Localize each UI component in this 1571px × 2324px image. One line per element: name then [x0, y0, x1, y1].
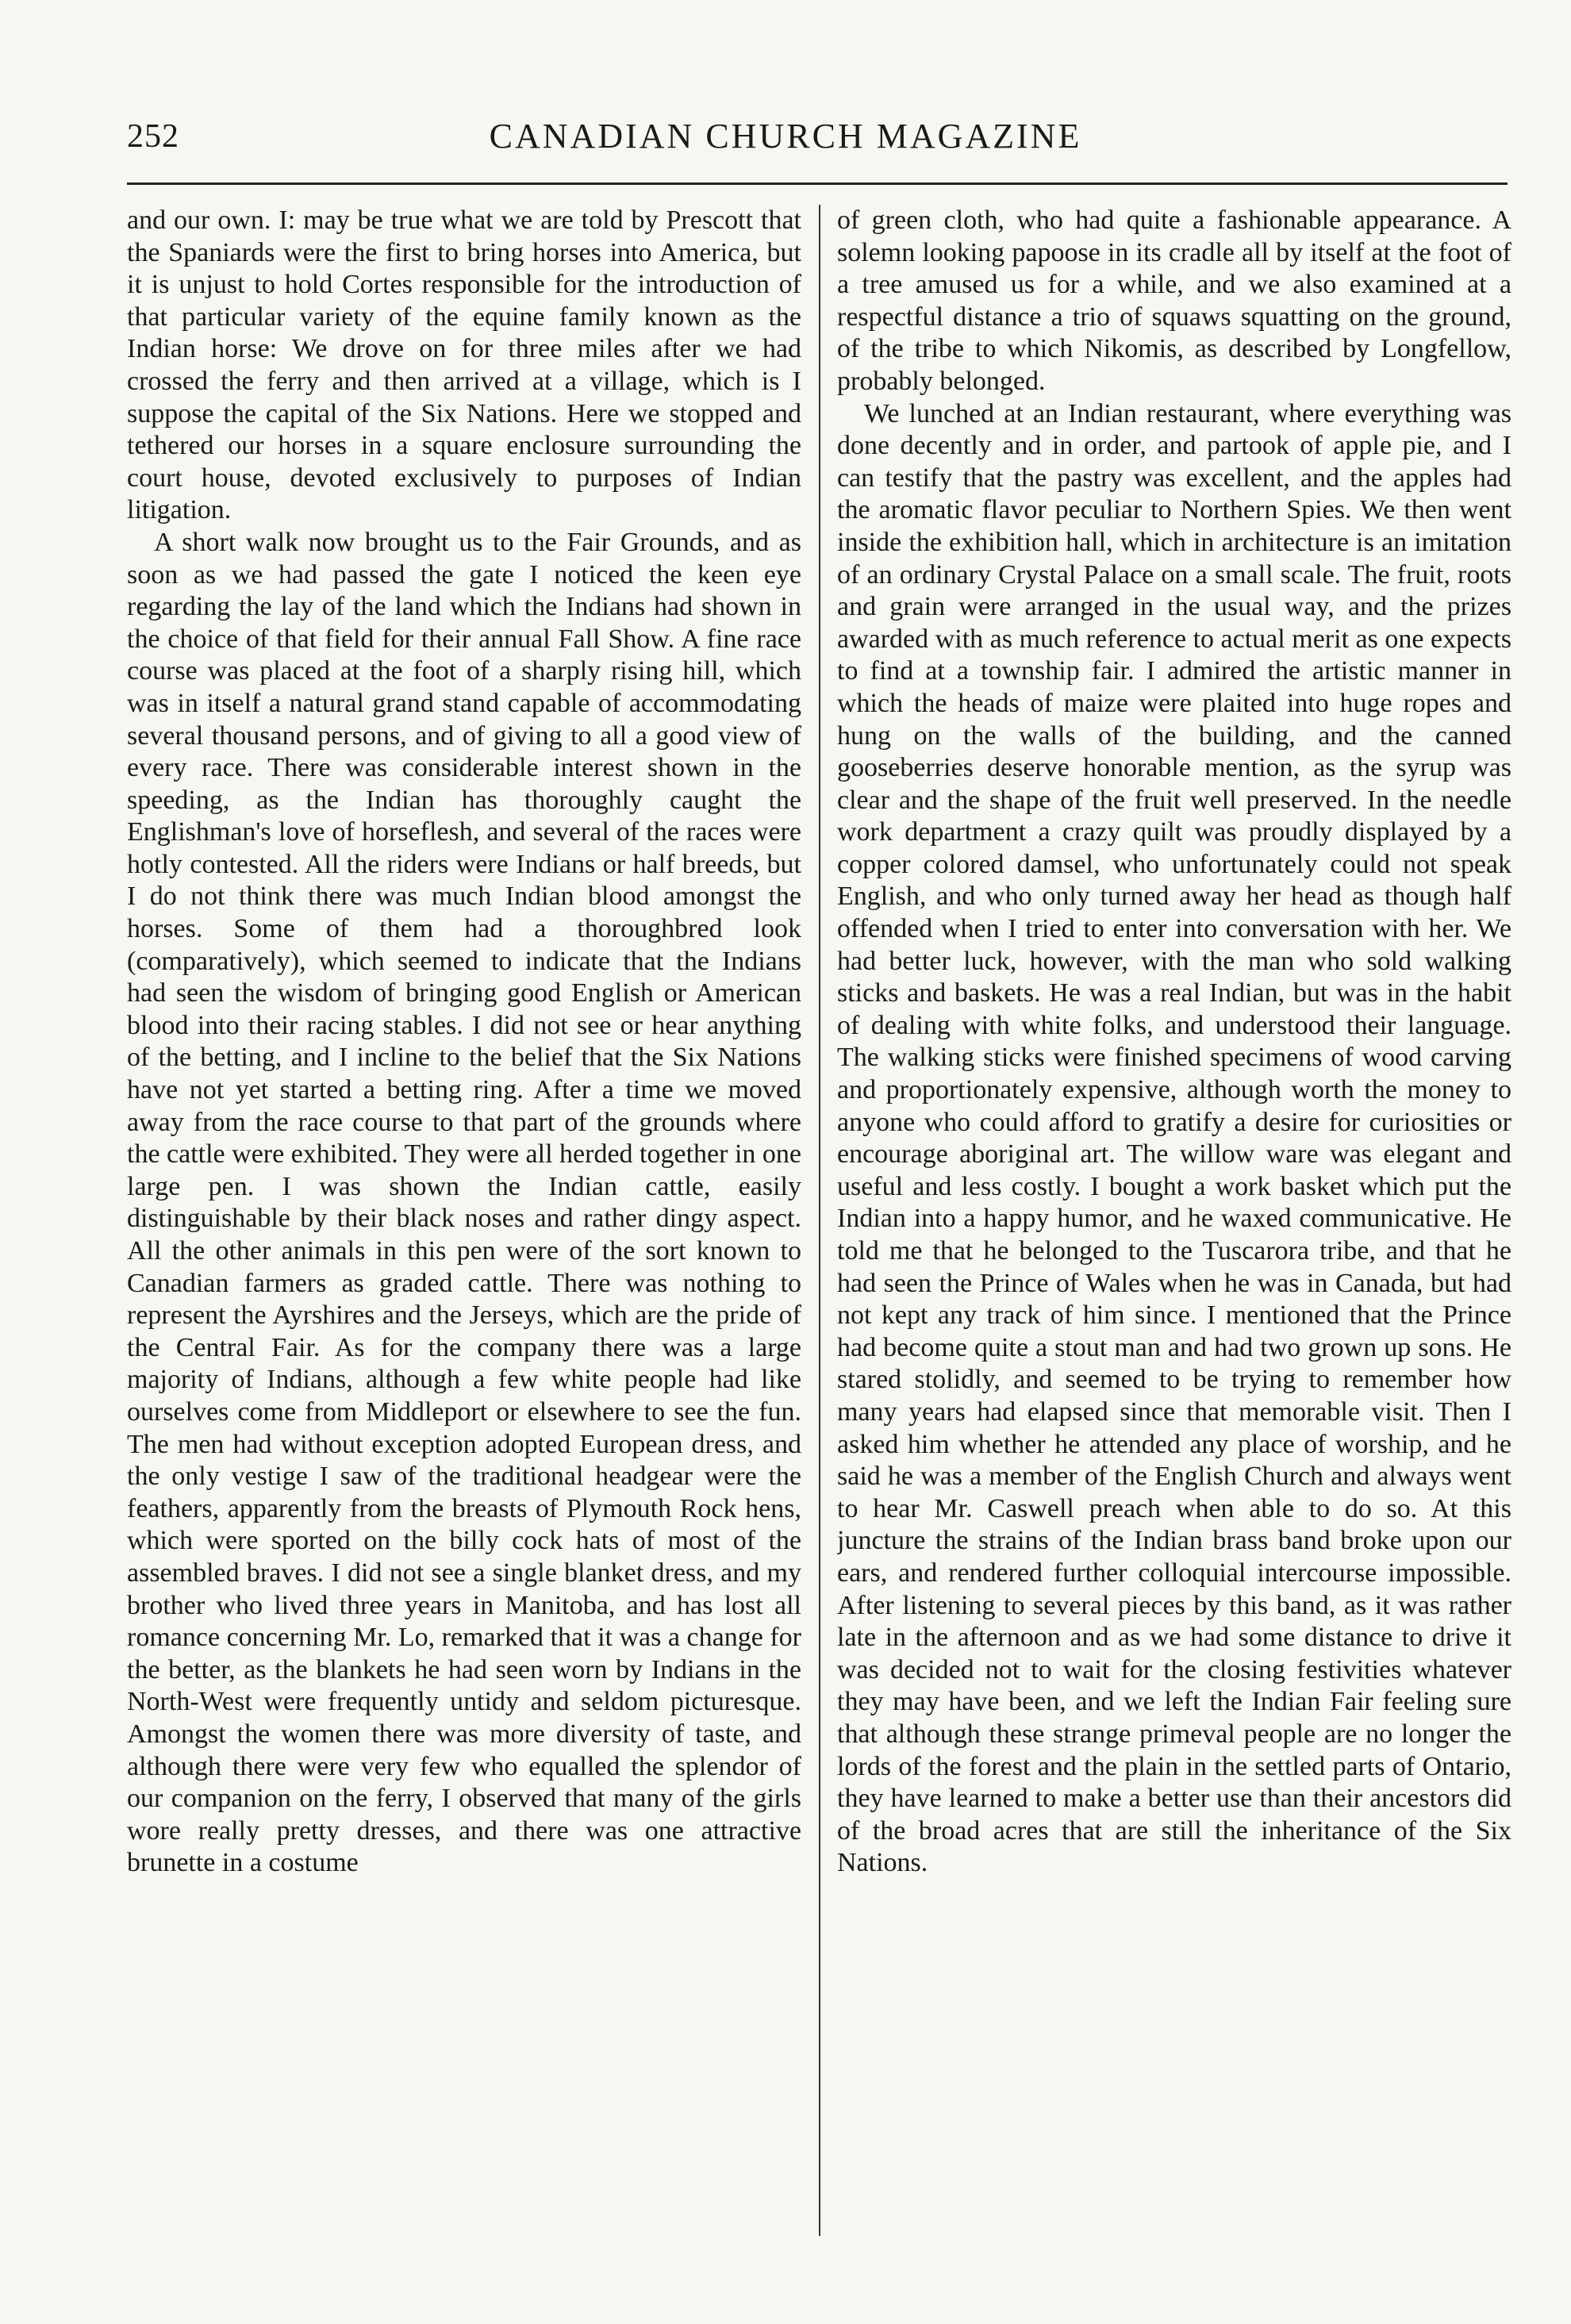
paragraph: and our own. I: may be true what we are told by Prescott that the Spaniards were the first to bring horses into America, but it is unjust to hold Cortes responsible for the introduction of that particular variety of the equine family known as the Indian horse: We drove on for three miles after we had crossed the ferry and then arrived at a village, which is I suppose the capital of the Six Nations. Here we stopped and tethered our horses in a square enclosure surrounding the court house, devoted exclusively to purposes of Indian litigation.: [127, 206, 801, 525]
header-rule: [127, 182, 1508, 185]
right-column: [837, 205, 1511, 2236]
left-column: [127, 205, 801, 2236]
column-divider: [819, 205, 820, 2236]
paragraph: A short walk now brought us to the Fair Grounds, and as soon as we had passed the gate I noticed the keen eye regarding the lay of the land which the Indians had shown in the choice of that field for their annual Fall Show. A fine race course was placed at the foot of a sharply rising hill, which was in itself a natural grand stand capable of accommodating several thousand persons, and of giving to all a good view of every race. There was considerable interest shown in the speeding, as the Indian has thoroughly caught the Englishman's love of horseflesh, and several of the races were hotly contested. All the riders were Indians or half breeds, but I do not think there was much Indian blood amongst the horses. Some of them had a thoroughbred look (comparatively), which seemed to indicate that the Indians had seen the wisdom of bringing good English or American blood into their racing stables. I did not see or hear anything of the betting, and I incline to the belief that the Six Nations have not yet started a betting ring. After a time we moved away from the race course to that part of the grounds where the cattle were exhibited. They were all herded together in one large pen. I was shown the Indian cattle, easily distinguishable by their black noses and rather dingy aspect. All the other animals in this pen were of the sort known to Canadian farmers as graded cattle. There was nothing to represent the Ayrshires and the Jerseys, which are the pride of the Central Fair. As for the company there was a large majority of Indians, although a few white people had like ourselves come from Middleport or elsewhere to see the fun. The men had without exception adopted European dress, and the only vestige I saw of the traditional headgear were the feathers, apparently from the breasts of Plymouth Rock hens, which were sported on the billy cock hats of most of the assembled braves. I did not see a single blanket dress, and my brother who lived three years in Manitoba, and has lost all romance concerning Mr. Lo, remarked that it was a change for the better, as the blankets he had seen worn by Indians in the North-West were frequently untidy and seldom picturesque. Amongst the women there was more diversity of taste, and although there were very few who equalled the splendor of our companion on the ferry, I observed that many of the girls wore really pretty dresses, and there was one attractive brunette in a costume: [127, 527, 801, 1878]
page-number: 252: [127, 118, 179, 155]
paragraph: We lunched at an Indian restaurant, where everything was done decently and in order, and partook of apple pie, and I can testify that the pastry was excellent, and the apples had the aromatic flavor peculiar to Northern Spies. We then went inside the exhibition hall, which in architecture is an imitation of an ordinary Crystal Palace on a small scale. The fruit, roots and grain were arranged in the usual way, and the prizes awarded with as much reference to actual merit as one expects to find at a township fair. I admired the artistic manner in which the heads of maize were plaited into huge ropes and hung on the walls of the building, and the canned gooseberries deserve honorable mention, as the syrup was clear and the shape of the fruit well preserved. In the needle work department a crazy quilt was proudly displayed by a copper colored damsel, who unfortunately could not speak English, and who only turned away her head as though half offended when I tried to enter into conversation with her. We had better luck, however, with the man who sold walking sticks and baskets. He was a real Indian, but was in the habit of dealing with white folks, and understood their language. The walking sticks were finished specimens of wood carving and proportionately expensive, although worth the money to anyone who could afford to gratify a desire for curiosities or encourage aboriginal art. The willow ware was elegant and useful and less costly. I bought a work basket which put the Indian into a happy humor, and he waxed communicative. He told me that he belonged to the Tuscarora tribe, and that he had seen the Prince of Wales when he was in Canada, but had not kept any track of him since. I mentioned that the Prince had become quite a stout man and had two grown up sons. He stared stolidly, and seemed to be trying to remember how many years had elapsed since that memorable visit. Then I asked him whether he attended any place of worship, and he said he was a member of the English Church and always went to hear Mr. Caswell preach when able to do so. At this juncture the strains of the Indian brass band broke upon our ears, and rendered further colloquial intercourse impossible. After listening to several pieces by this band, as it was rather late in the afternoon and as we had some distance to drive it was decided not to wait for the closing festivities whatever they may have been, and we left the Indian Fair feeling sure that although these strange primeval people are no longer the lords of the forest and the plain in the settled parts of Ontario, they have learned to make a better use than their ancestors did of the broad acres that are still the inheritance of the Six Nations.: [837, 398, 1511, 1878]
paragraph: of green cloth, who had quite a fashionable appearance. A solemn looking papoose in its cradle all by itself at the foot of a tree amused us for a while, and we also examined at a respectful distance a trio of squaws squatting on the ground, of the tribe to which Nikomis, as described by Longfellow, probably belonged.: [837, 206, 1511, 396]
running-head-title: CANADIAN CHURCH MAGAZINE: [489, 117, 1082, 156]
